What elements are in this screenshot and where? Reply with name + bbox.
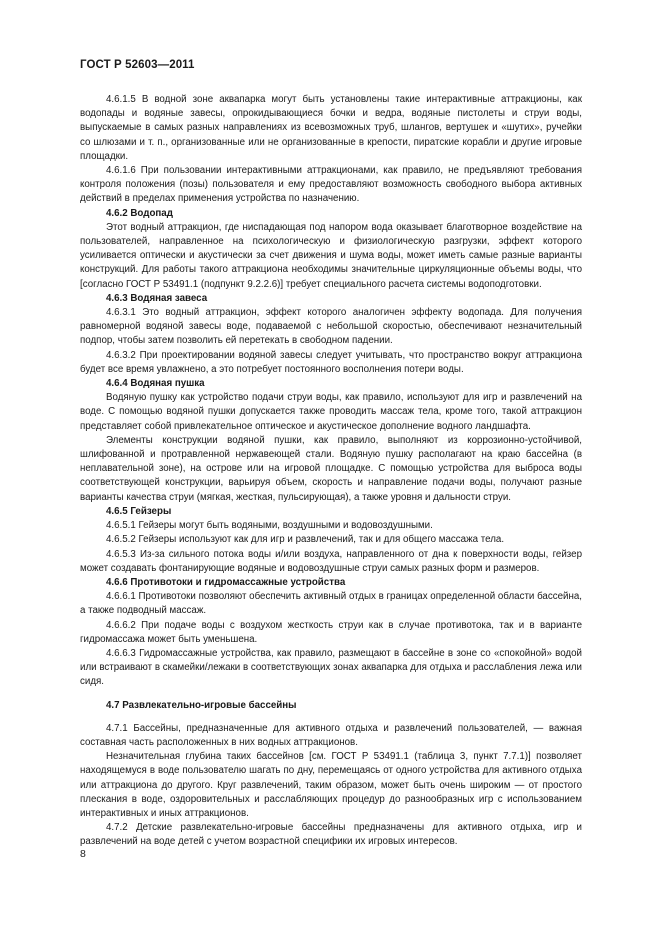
paragraph: 4.7.2 Детские развлекательно-игровые бассейны предназначены для активного отдыха, игр и развлечений на воде детей с учетом возрастной специфики их игровых интересов. <box>80 822 582 848</box>
paragraph: 4.6.3.2 При проектировании водяной завесы следует учитывать, что пространство вокруг аттракциона будет все время увлажнено, а это потребует постоянного восполнения потери воды. <box>80 349 582 375</box>
paragraph: 4.6.5.3 Из-за сильного потока воды и/или воздуха, направленного от дна к поверхности воды, гейзер может создавать фонтанирующие водяные и водовоздушные струи самых разных форм и размеров. <box>80 548 582 574</box>
paragraph: 4.6.5.1 Гейзеры могут быть водяными, воздушными и водовоздушными. <box>106 520 433 532</box>
document-body <box>80 93 582 850</box>
paragraph: Незначительная глубина таких бассейнов [см. ГОСТ Р 53491.1 (таблица 3, пункт 7.7.1)] позволяет находящемуся в воде пользователю шагать по дну, перемещаясь от одного устройства для активного отдыха или аттракциона до другого. Круг развлечений, таким образом, может быть очень широким — от простого плескания в воде, оздоровительных и расслабляющих процедур до разнообразных игр с использованием интерактивных и иных аттракционов. <box>80 751 582 819</box>
paragraph: 4.7.1 Бассейны, предназначенные для активного отдыха и развлечений пользователей, — важная составная часть расположенных в них водных аттракционов. <box>80 722 582 748</box>
section-heading: 4.6.5 Гейзеры <box>106 505 172 517</box>
paragraph: 4.6.1.6 При пользовании интерактивными аттракционами, как правило, не предъявляют требования контроля положения (позы) пользователя и ему предоставляют возможность свободного выбора активных действий в пределах применения устройства по назначению. <box>80 165 582 205</box>
paragraph: Элементы конструкции водяной пушки, как правило, выполняют из коррозионно-устойчивой, шлифованной и протравленной нержавеющей стали. Водяную пушку располагают на краю бассейна (в неплавательной зоне), на острове или на игровой площадке. С помощью устройства для выброса воды соответствующей конструкции, варьируя объем, скорость и направление подачи воды, получают разные варианты качества струи (мягкая, жесткая, пульсирующая), а также уровня и дальности струи. <box>80 434 582 503</box>
paragraph: Этот водный аттракцион, где ниспадающая под напором вода оказывает благотворное воздействие на пользователей, направленное на психологическую и физиологическую разгрузки, эффект которого усиливается оптически и акустически за счет движения и шума воды, может иметь самые разные варианты конструкций. Для работы такого аттракциона необходимы значительные циркуляционные объемы воды, что [согласно ГОСТ Р 53491.1 (подпункт 9.2.2.6)] требует специального расчета системы водоподготовки. <box>80 221 582 290</box>
paragraph: 4.6.3.1 Это водный аттракцион, эффект которого аналогичен эффекту водопада. Для получения равномерной водяной завесы воде, подаваемой с небольшой скоростью, обеспечивают незначительный подпор, чтобы затем позволить ей перетекать в свободном падении. <box>80 307 582 347</box>
paragraph: 4.6.1.5 В водной зоне аквапарка могут быть установлены такие интерактивные аттракционы, как водопады и водяные завесы, опрокидывающиеся бочки и ведра, водяные пистолеты и струи воды, выпускаемые в самых разных направлениях из всевозможных труб, шлангов, вертушек и «шутих», ручейки со шлюзами и т. п., организованные или не организованные в крепости, пиратские корабли и другие игровые площадки. <box>80 94 582 162</box>
document-header: ГОСТ Р 52603—2011 <box>80 59 195 71</box>
paragraph: 4.6.6.1 Противотоки позволяют обеспечить активный отдых в границах определенной области бассейна, а также подводный массаж. <box>80 591 582 617</box>
paragraph: Водяную пушку как устройство подачи струи воды, как правило, используют для игр и развлечений на воде. С помощью водяной пушки допускается также проводить массаж тела, кроме того, такой аттракцион представляет собой привлекательное оптическое и акустическое дополнение водного ландшафта. <box>80 392 582 432</box>
section-heading: 4.6.2 Водопад <box>106 207 173 219</box>
section-heading: 4.6.3 Водяная завеса <box>106 292 208 304</box>
paragraph: 4.6.5.2 Гейзеры используют как для игр и развлечений, так и для общего массажа тела. <box>106 534 505 546</box>
paragraph: 4.6.6.2 При подаче воды с воздухом жесткость струи как в случае противотока, так и в варианте гидромассажа может быть уменьшена. <box>80 619 582 645</box>
section-heading: 4.6.4 Водяная пушка <box>106 378 205 390</box>
page-number: 8 <box>80 848 86 860</box>
section-heading: 4.6.6 Противотоки и гидромассажные устройства <box>106 576 346 588</box>
paragraph: 4.6.6.3 Гидромассажные устройства, как правило, размещают в бассейне в зоне со «спокойной» водой или встраивают в скамейки/лежаки в соответствующих зонах аквапарка для отдыха и расслабления лежа или сидя. <box>80 647 582 688</box>
major-section-heading: 4.7 Развлекательно-игровые бассейны <box>106 699 297 711</box>
